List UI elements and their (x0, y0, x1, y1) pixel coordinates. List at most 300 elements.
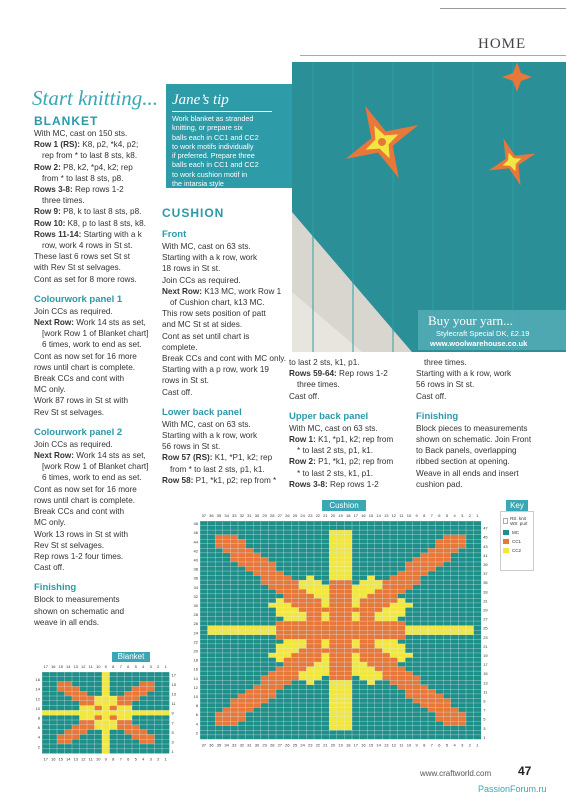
cushion-cell (337, 562, 345, 567)
buy-url[interactable]: www.woolwarehouse.co.uk (430, 339, 528, 348)
cushion-cell (246, 553, 254, 558)
cushion-cell (246, 698, 254, 703)
col-number: 4 (453, 742, 456, 748)
cushion-cell (360, 621, 368, 626)
text-line (416, 423, 556, 434)
cushion-cell (398, 630, 406, 635)
cushion-cell (451, 626, 459, 631)
col-number: 4 (142, 664, 145, 669)
cushion-cell (253, 703, 261, 708)
cushion-cell (420, 562, 428, 567)
blanket-cell (95, 725, 103, 730)
col-number: 14 (66, 664, 71, 669)
cushion-cell (344, 589, 352, 594)
cushion-photo (292, 62, 566, 352)
cushion-cell (375, 662, 383, 667)
text-line (34, 150, 164, 161)
row-number: 40 (193, 557, 198, 563)
tip-text (172, 114, 290, 188)
cushion-cell (306, 662, 314, 667)
cushion-cell (344, 535, 352, 540)
text-line (162, 263, 292, 274)
cushion-cell (299, 580, 307, 585)
cushion-cell (230, 544, 238, 549)
panel1-heading: Colourwork panel 1 (34, 293, 123, 305)
cushion-cell (436, 712, 444, 717)
cushion-cell (428, 694, 436, 699)
blanket-chart (28, 660, 186, 762)
cushion-cell (436, 698, 444, 703)
cushion-cell (329, 689, 337, 694)
cushion-cell (246, 548, 254, 553)
row-label: Rows 3-8: (289, 479, 328, 489)
blanket-cell (117, 710, 125, 715)
cushion-cell (367, 576, 375, 581)
row-number: 46 (193, 530, 198, 536)
cushion-cell (208, 630, 216, 635)
footer-url[interactable]: www.craftworld.com (420, 769, 492, 778)
row-text: Cont as now set for 16 more (34, 484, 137, 494)
cushion-cell (268, 689, 276, 694)
blanket-cell (132, 686, 140, 691)
cushion-cell (352, 644, 360, 649)
cushion-cell (382, 648, 390, 653)
row-text: row, work 4 rows in St st. (42, 241, 133, 251)
col-number: 4 (453, 513, 456, 518)
blanket-cell (140, 734, 148, 739)
cushion-cell (337, 548, 345, 553)
blanket-cell (57, 739, 65, 744)
cushion-cell (329, 667, 337, 672)
cushion-cell (329, 662, 337, 667)
cushion-cell (329, 567, 337, 572)
cushion-cell (329, 530, 337, 535)
blanket-cell (72, 686, 80, 691)
blanket-cell (132, 691, 140, 696)
row-text: * to last 2 sts, k1, p1. (297, 468, 373, 478)
cushion-cell (428, 557, 436, 562)
text-line (34, 218, 164, 229)
row-text: [work Row 1 of Blanket chart] (42, 329, 149, 339)
blanket-cell (80, 706, 88, 711)
row-text: Rep rows 1-2 (336, 369, 388, 379)
blanket-cell (87, 710, 95, 715)
cushion-cell (268, 653, 276, 658)
cushion-cell (390, 653, 398, 658)
blanket-cell (125, 701, 133, 706)
blanket-cell (117, 725, 125, 730)
col-number: 8 (112, 756, 115, 762)
cushion-cell (230, 717, 238, 722)
blanket-cell (87, 725, 95, 730)
cushion-cell (299, 594, 307, 599)
blanket-cell (95, 710, 103, 715)
cushion-cell (382, 603, 390, 608)
cushion-cell (337, 557, 345, 562)
row-text: to Back panels, overlapping (416, 446, 517, 456)
cushion-cell (398, 585, 406, 590)
row-text: With MC, cast on 63 sts. (162, 419, 251, 429)
cushion-cell (367, 621, 375, 626)
text-line (162, 441, 292, 452)
text-line (162, 375, 292, 386)
row-text: Join CCs as required. (34, 306, 113, 316)
cushion-cell (299, 603, 307, 608)
cushion-cell (299, 667, 307, 672)
cushion-cell (329, 562, 337, 567)
cushion-cell (337, 639, 345, 644)
col-number: 24 (300, 513, 305, 518)
row-text: shown on schematic and (34, 606, 125, 616)
cushion-cell (352, 639, 360, 644)
blanket-cell (102, 739, 110, 744)
cushion-cell (367, 667, 375, 672)
cushion-cell (329, 617, 337, 622)
row-number: 41 (483, 552, 488, 558)
cushion-cell (284, 635, 292, 640)
cushion-cell (344, 585, 352, 590)
cushion-cell (344, 548, 352, 553)
cushion-cell (405, 626, 413, 631)
tip-line: the intarsia style (172, 179, 224, 189)
cushion-cell (375, 653, 383, 658)
row-number: 11 (171, 701, 176, 707)
cushion-cell (261, 694, 269, 699)
text-line (34, 551, 164, 562)
blanket-cell (162, 710, 170, 715)
row-text: MC only. (34, 518, 66, 528)
row-text: With MC, cast on 63 sts. (289, 423, 378, 433)
blanket-cell (125, 725, 133, 730)
cushion-cell (223, 630, 231, 635)
col-number: 2 (157, 756, 160, 762)
cushion-cell (352, 607, 360, 612)
text-line (162, 353, 292, 364)
cushion-cell (367, 626, 375, 631)
cushion-cell (344, 617, 352, 622)
text-line (34, 484, 164, 495)
col-number: 25 (292, 513, 298, 518)
cushion-cell (375, 635, 383, 640)
cushion-cell (238, 708, 246, 713)
cushion-cell (337, 703, 345, 708)
cushion-column-4 (416, 357, 556, 490)
cushion-cell (223, 626, 231, 631)
cushion-cell (276, 676, 284, 681)
cushion-cell (337, 603, 345, 608)
key-label-knit: RS: knit WS: purl (510, 516, 528, 526)
text-line (416, 379, 556, 390)
text-line (162, 286, 292, 297)
cushion-cell (268, 585, 276, 590)
text-line (34, 195, 164, 206)
text-line (289, 423, 415, 434)
cushion-cell (314, 589, 322, 594)
cushion-cell (238, 562, 246, 567)
cushion-cell (322, 667, 330, 672)
row-number: 14 (35, 686, 40, 692)
cushion-cell (246, 703, 254, 708)
cushion-cell (375, 658, 383, 663)
col-number: 2 (157, 664, 160, 669)
cushion-cell (436, 557, 444, 562)
col-number: 6 (438, 513, 441, 518)
cushion-cell (451, 717, 459, 722)
cushion-cell (443, 712, 451, 717)
cushion-cell (428, 708, 436, 713)
col-number: 13 (73, 664, 78, 669)
key-label-cc1: CC1 (512, 539, 522, 544)
cushion-cell (405, 585, 413, 590)
cushion-cell (382, 589, 390, 594)
cushion-cell (436, 708, 444, 713)
cushion-cell (284, 612, 292, 617)
cushion-cell (337, 708, 345, 713)
cushion-cell (329, 712, 337, 717)
cushion-cell (306, 603, 314, 608)
row-text: These last 6 rows set St st (34, 252, 131, 262)
cushion-cell (382, 617, 390, 622)
col-number: 27 (277, 742, 283, 748)
cushion-cell (299, 585, 307, 590)
cushion-cell (352, 626, 360, 631)
cushion-cell (367, 630, 375, 635)
cushion-cell (367, 635, 375, 640)
cushion-cell (253, 562, 261, 567)
cushion-cell (344, 676, 352, 681)
col-number: 7 (119, 756, 122, 762)
text-line (34, 206, 164, 217)
row-text: K8, p to last 8 sts, k8. (65, 218, 146, 228)
row-number: 17 (171, 672, 176, 678)
cushion-cell (306, 580, 314, 585)
cushion-cell (443, 717, 451, 722)
cushion-cell (405, 603, 413, 608)
text-line (34, 506, 164, 517)
cushion-cell (344, 708, 352, 713)
col-number: 35 (216, 513, 222, 518)
row-text: With MC, cast on 63 sts. (162, 242, 251, 251)
cushion-cell (443, 721, 451, 726)
cushion-cell (344, 630, 352, 635)
cushion-cell (268, 562, 276, 567)
cushion-cell (436, 562, 444, 567)
blanket-cell (140, 682, 148, 687)
blanket-cell (102, 730, 110, 735)
col-number: 32 (239, 742, 245, 748)
row-label: Rows 3-8: (34, 185, 73, 195)
text-line (162, 464, 292, 475)
cushion-cell (420, 557, 428, 562)
cushion-cell (352, 662, 360, 667)
cushion-cell (268, 680, 276, 685)
cushion-cell (458, 717, 466, 722)
cushion-cell (337, 658, 345, 663)
cushion-cell (329, 726, 337, 731)
cushion-cell (268, 603, 276, 608)
row-number: 16 (193, 666, 198, 672)
cushion-cell (375, 644, 383, 649)
cushion-cell (314, 658, 322, 663)
blanket-cell (87, 715, 95, 720)
cushion-cell (230, 698, 238, 703)
cushion-cell (344, 557, 352, 562)
cushion-cell (246, 708, 254, 713)
row-number: 12 (35, 696, 40, 702)
cushion-cell (337, 585, 345, 590)
row-text: Cont as set for 8 more rows. (34, 274, 137, 284)
cushion-cell (299, 589, 307, 594)
text-line (162, 430, 292, 441)
cushion-cell (246, 626, 254, 631)
cushion-cell (299, 621, 307, 626)
cushion-cell (329, 658, 337, 663)
blanket-cell (102, 672, 110, 677)
col-number: 7 (430, 742, 433, 748)
row-number: 9 (171, 710, 174, 716)
cushion-cell (276, 580, 284, 585)
blanket-cell (132, 725, 140, 730)
cushion-cell (337, 694, 345, 699)
cushion-cell (458, 539, 466, 544)
row-number: 6 (37, 725, 40, 731)
cushion-cell (215, 535, 223, 540)
col-number: 1 (476, 513, 479, 518)
cushion-cell (299, 598, 307, 603)
cushion-cell (284, 653, 292, 658)
row-text: 18 rows in St st. (162, 264, 221, 274)
cushion-cell (284, 607, 292, 612)
blanket-cell (110, 725, 118, 730)
cushion-cell (382, 635, 390, 640)
cushion-cell (352, 671, 360, 676)
cushion-cell (284, 598, 292, 603)
blanket-cell (50, 710, 58, 715)
cushion-cell (344, 544, 352, 549)
row-number: 30 (193, 602, 198, 608)
blanket-cell (65, 730, 73, 735)
intro-title: Start knitting... (32, 86, 158, 110)
col-number: 10 (406, 742, 412, 748)
text-line (162, 275, 292, 286)
blanket-cell (147, 682, 155, 687)
cushion-cell (360, 589, 368, 594)
blanket-cell (102, 744, 110, 749)
cushion-cell (215, 539, 223, 544)
cushion-cell (306, 607, 314, 612)
blanket-cell (132, 696, 140, 701)
cushion-cell (390, 594, 398, 599)
cushion-cell (238, 630, 246, 635)
blanket-cell (65, 710, 73, 715)
cushion-cell (299, 607, 307, 612)
cushion-cell (360, 612, 368, 617)
cushion-cell (329, 635, 337, 640)
cushion-cell (314, 617, 322, 622)
cushion-cell (428, 630, 436, 635)
cushion-cell (322, 662, 330, 667)
row-number: 22 (193, 639, 198, 645)
col-number: 9 (415, 513, 418, 518)
cushion-cell (276, 671, 284, 676)
cushion-cell (223, 548, 231, 553)
blanket-finishing-heading: Finishing (34, 582, 77, 594)
cushion-cell (344, 626, 352, 631)
text-line (162, 387, 292, 398)
col-number: 13 (383, 742, 389, 748)
cushion-cell (284, 662, 292, 667)
cushion-cell (314, 626, 322, 631)
blanket-cell (117, 696, 125, 701)
row-text: of Cushion chart, k13 MC. (170, 298, 265, 308)
cushion-cell (367, 607, 375, 612)
cushion-cell (261, 698, 269, 703)
cushion-cell (413, 694, 421, 699)
row-label: Row 1 (RS): (34, 140, 80, 150)
col-number: 20 (330, 513, 336, 518)
cushion-cell (329, 698, 337, 703)
cushion-cell (375, 594, 383, 599)
cushion-cell (276, 598, 284, 603)
cushion-cell (420, 626, 428, 631)
cushion-cell (367, 680, 375, 685)
watermark: PassionForum.ru (478, 784, 547, 794)
cushion-cell (428, 567, 436, 572)
row-number: 13 (171, 691, 176, 697)
cushion-cell (253, 689, 261, 694)
cushion-cell (314, 598, 322, 603)
row-label: Rows 59-64: (289, 369, 337, 379)
text-line (34, 594, 164, 605)
text-line (162, 252, 292, 263)
cushion-cell (398, 580, 406, 585)
col-number: 6 (127, 664, 130, 669)
blanket-cell (80, 701, 88, 706)
row-number: 11 (483, 689, 488, 695)
cushion-cell (268, 571, 276, 576)
cushion-cell (268, 626, 276, 631)
cushion-cell (306, 626, 314, 631)
cushion-cell (329, 607, 337, 612)
col-number: 36 (209, 742, 214, 748)
cushion-cell (322, 626, 330, 631)
blanket-cell (110, 701, 118, 706)
cushion-cell (223, 712, 231, 717)
col-number: 17 (43, 756, 48, 762)
cushion-cell (215, 712, 223, 717)
row-number: 39 (483, 562, 488, 567)
cushion-cell (322, 639, 330, 644)
cushion-cell (375, 598, 383, 603)
row-number: 2 (37, 744, 40, 750)
cushion-cell (344, 680, 352, 685)
cushion-cell (284, 658, 292, 663)
blanket-cell (147, 686, 155, 691)
cushion-cell (420, 694, 428, 699)
cushion-cell (443, 698, 451, 703)
cushion-cell (405, 576, 413, 581)
blanket-cell (65, 686, 73, 691)
cushion-cell (428, 553, 436, 558)
col-number: 14 (376, 742, 381, 748)
cushion-cell (337, 576, 345, 581)
row-number: 44 (193, 539, 198, 545)
cushion-cell (230, 708, 238, 713)
text-line (34, 529, 164, 540)
row-number: 26 (193, 621, 198, 627)
row-text: P1, *k1, p2; rep from * (193, 475, 277, 485)
row-text: Starting with a k (81, 229, 142, 239)
